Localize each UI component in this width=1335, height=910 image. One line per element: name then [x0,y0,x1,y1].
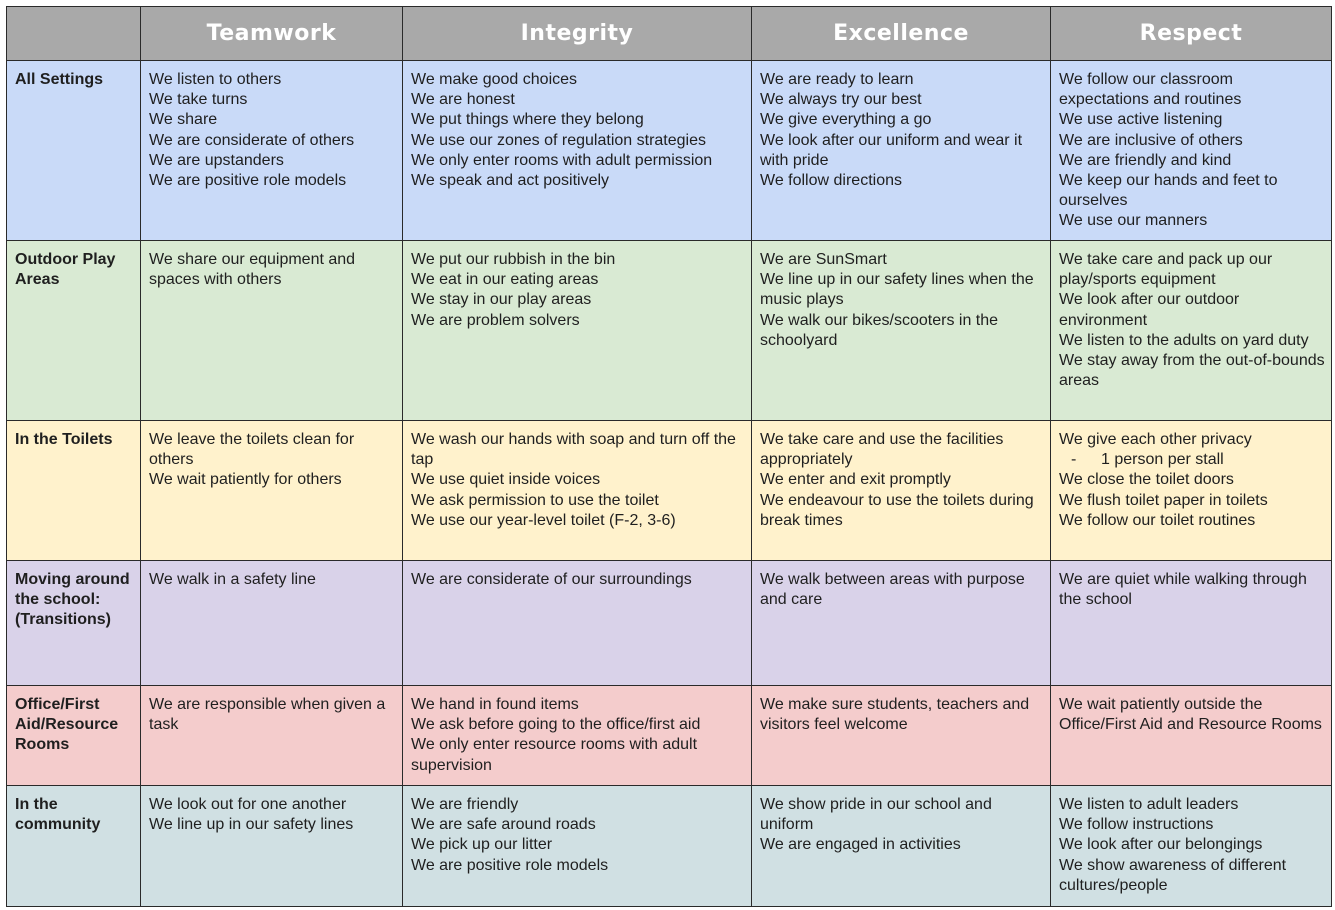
list-item: We take turns [149,91,248,109]
list-item: We show pride in our school and uniform [760,796,992,834]
cell-excellence [752,241,1051,421]
cell-integrity [403,421,752,561]
list-item: We walk our bikes/scooters in the schoolyard [760,311,999,349]
cell-integrity [403,686,752,786]
list-item: We look after our belongings [1059,836,1263,854]
row-label: Office/First Aid/Resource Rooms [7,686,141,786]
cell-excellence [752,561,1051,686]
list-item: We stay away from the out-of-bounds areas [1059,352,1325,390]
list-item: We pick up our litter [411,836,553,854]
cell-integrity [403,786,752,907]
list-item: We wash our hands with soap and turn off the tap [411,431,736,469]
list-item: We wait patiently for others [149,471,342,489]
list-item: We follow instructions [1059,816,1214,834]
list-item: We show awareness of different cultures/people [1059,856,1287,894]
row-label: All Settings [7,61,141,241]
row-label: In the community [7,786,141,907]
table-row [7,686,1332,786]
list-item: We keep our hands and feet to ourselves [1059,172,1278,210]
list-item: We line up in our safety lines when the music plays [760,271,1034,309]
list-item: We are SunSmart [760,251,887,268]
list-item: We give everything a go [760,111,932,129]
matrix-body [7,61,1332,907]
cell-integrity [403,61,752,241]
list-item: We listen to others [149,71,282,88]
list-item: We are friendly [411,796,519,813]
list-item: We are responsible when given a task [149,696,386,734]
list-item: We stay in our play areas [411,291,592,309]
cell-integrity [403,561,752,686]
list-item: We close the toilet doors [1059,471,1234,489]
list-item: We line up in our safety lines [149,816,354,834]
table-row [7,241,1332,421]
cell-teamwork [141,561,403,686]
list-item: We are upstanders [149,151,284,169]
list-item: We are positive role models [149,172,347,190]
header-respect: Respect [1051,7,1332,61]
list-item: We put our rubbish in the bin [411,251,616,268]
header-row [7,7,1332,61]
cell-excellence [752,686,1051,786]
list-item: We are quiet while walking through the school [1059,571,1307,609]
cell-teamwork [141,61,403,241]
list-item: We wait patiently outside the Office/First Aid and Resource Rooms [1059,696,1322,734]
list-item: We make sure students, teachers and visitors feel welcome [760,696,1030,734]
cell-excellence [752,61,1051,241]
list-item: We put things where they belong [411,111,644,129]
cell-respect [1051,421,1332,561]
bullet-dash: - [1071,451,1077,469]
list-item: We share [149,111,218,129]
list-item: We flush toilet paper in toilets [1059,491,1268,509]
list-item: We are considerate of others [149,131,355,149]
list-item: We are inclusive of others [1059,131,1243,149]
list-item: We share our equipment and spaces with others [149,251,356,289]
list-item: We give each other privacy [1059,431,1252,448]
list-item: We are honest [411,91,515,109]
list-item: We enter and exit promptly [760,471,951,489]
cell-teamwork [141,786,403,907]
list-item: We are positive role models [411,856,609,874]
table-row [7,421,1332,561]
school-values-matrix [6,6,1332,907]
list-item: We always try our best [760,91,922,109]
list-item: We are friendly and kind [1059,151,1232,169]
header-excellence: Excellence [752,7,1051,61]
row-label: Moving around the school: (Transitions) [7,561,141,686]
cell-respect [1051,61,1332,241]
cell-excellence [752,421,1051,561]
list-item: We take care and pack up our play/sports equipment [1059,251,1273,289]
header-corner [7,7,141,61]
list-item: We are ready to learn [760,71,914,88]
list-item: We eat in our eating areas [411,271,599,289]
list-item: We endeavour to use the toilets during break times [760,491,1034,529]
list-item: We only enter resource rooms with adult supervision [411,736,698,774]
list-item: We follow our classroom expectations and routines [1059,71,1242,109]
cell-excellence [752,786,1051,907]
list-item: - 1 person per stall [1059,450,1325,470]
list-item: We look out for one another [149,796,347,813]
cell-respect [1051,241,1332,421]
cell-respect [1051,786,1332,907]
cell-teamwork [141,241,403,421]
list-item: We speak and act positively [411,172,610,190]
cell-integrity [403,241,752,421]
list-item: We hand in found items [411,696,579,713]
row-label: In the Toilets [7,421,141,561]
list-item: We ask permission to use the toilet [411,491,659,509]
list-item: We leave the toilets clean for others [149,431,355,469]
cell-respect [1051,686,1332,786]
list-item: We are considerate of our surroundings [411,571,692,588]
list-item: We look after our uniform and wear it with pride [760,131,1023,169]
list-item: We use our manners [1059,212,1208,230]
cell-teamwork [141,686,403,786]
list-item: We listen to the adults on yard duty [1059,331,1309,349]
list-item: We follow our toilet routines [1059,511,1256,529]
header-teamwork: Teamwork [141,7,403,61]
list-item: We walk in a safety line [149,571,316,588]
list-item: We use active listening [1059,111,1223,129]
list-item: We walk between areas with purpose and care [760,571,1025,609]
cell-respect [1051,561,1332,686]
cell-teamwork [141,421,403,561]
list-item: We are problem solvers [411,311,580,329]
table-row [7,561,1332,686]
list-item: We use our zones of regulation strategies [411,131,706,149]
list-item: We are safe around roads [411,816,596,834]
list-item: We listen to adult leaders [1059,796,1239,813]
list-item: We look after our outdoor environment [1059,291,1240,329]
list-item: We use our year-level toilet (F-2, 3-6) [411,511,676,529]
list-item: We make good choices [411,71,578,88]
list-item: We follow directions [760,172,902,190]
row-label: Outdoor Play Areas [7,241,141,421]
table-row [7,786,1332,907]
list-item: We use quiet inside voices [411,471,601,489]
list-item: We ask before going to the office/first aid [411,716,701,734]
list-item: We only enter rooms with adult permission [411,151,713,169]
list-item: We are engaged in activities [760,836,961,854]
header-integrity: Integrity [403,7,752,61]
list-item: We take care and use the facilities appropriately [760,431,1004,469]
table-row [7,61,1332,241]
